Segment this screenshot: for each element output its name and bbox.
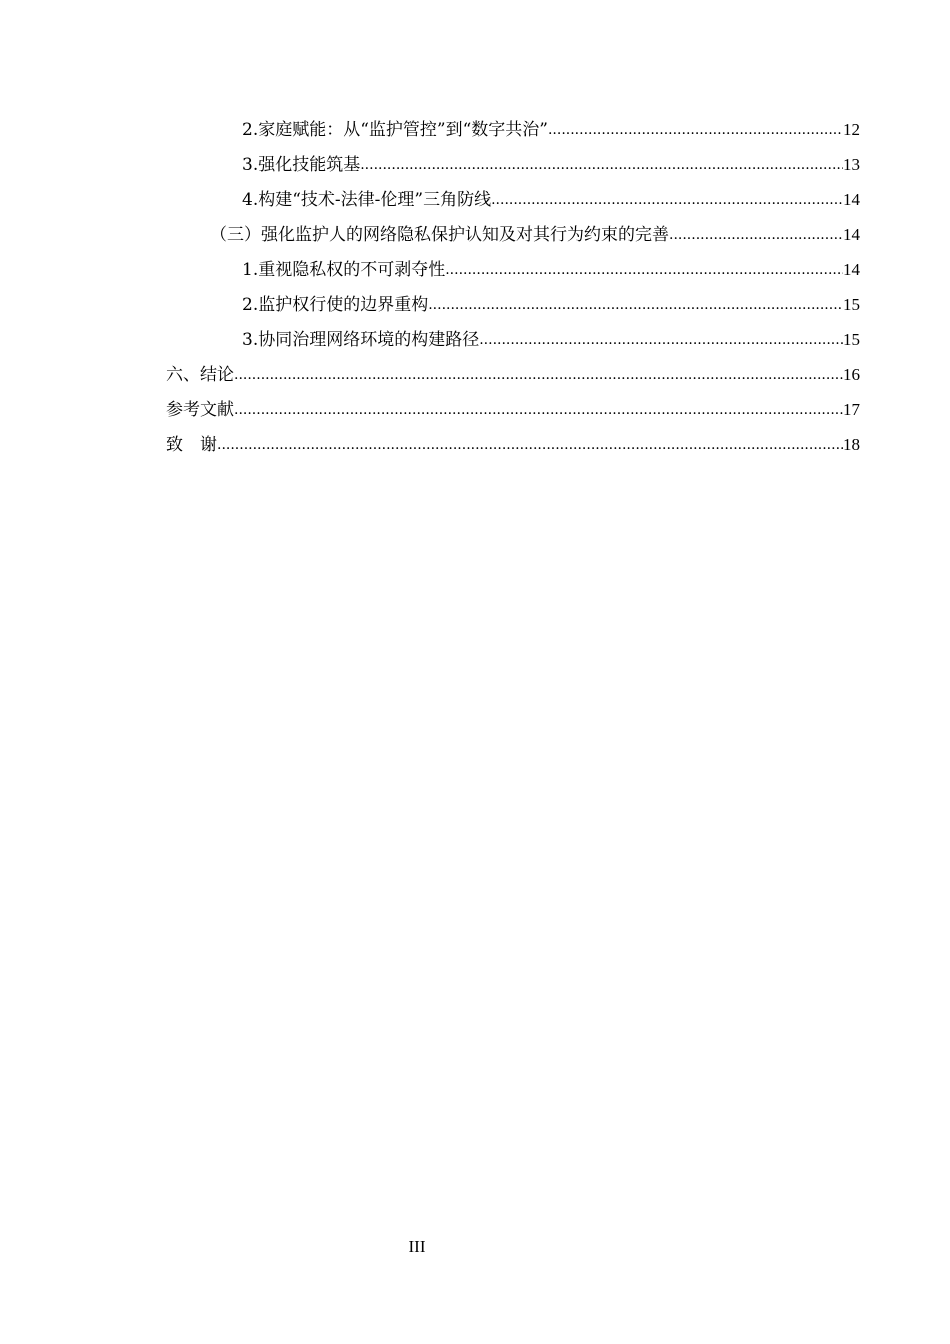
toc-entry-leader — [428, 293, 843, 320]
toc-entry-page: 17 — [843, 400, 860, 419]
page-number-footer: III — [408, 1237, 426, 1256]
toc-entry-leader — [445, 258, 843, 285]
toc-entry-title: （三）强化监护人的网络隐私保护认知及对其行为约束的完善 — [210, 225, 669, 245]
toc-entry-page: 15 — [843, 330, 860, 349]
toc-entry-title: 致 谢 — [166, 435, 217, 455]
toc-entry-title: 3.强化技能筑基 — [242, 155, 361, 175]
toc-entry-leader — [360, 153, 843, 180]
toc-entry-leader — [217, 433, 843, 460]
toc-entry[interactable] — [0, 320, 950, 355]
toc-entry-page: 14 — [843, 225, 860, 244]
toc-entry[interactable] — [0, 390, 950, 425]
toc-entry-leader — [669, 223, 843, 250]
table-of-contents — [0, 110, 950, 460]
toc-entry-title: 2.家庭赋能：从“监护管控”到“数字共治” — [242, 120, 548, 140]
toc-entry[interactable] — [0, 110, 950, 145]
toc-entry[interactable] — [0, 355, 950, 390]
toc-entry-page: 12 — [843, 120, 860, 139]
toc-entry-page: 14 — [843, 190, 860, 209]
toc-entry-page: 18 — [843, 435, 860, 454]
toc-entry-leader — [234, 398, 843, 425]
toc-entry-leader — [234, 363, 843, 390]
toc-entry-page: 13 — [843, 155, 860, 174]
toc-entry-page: 14 — [843, 260, 860, 279]
toc-entry-leader — [479, 328, 843, 355]
toc-entry-title: 2.监护权行使的边界重构 — [242, 295, 429, 315]
toc-entry-page: 15 — [843, 295, 860, 314]
toc-entry-leader — [491, 188, 843, 215]
toc-entry-page: 16 — [843, 365, 860, 384]
toc-entry[interactable] — [0, 250, 950, 285]
toc-entry-title: 3.协同治理网络环境的构建路径 — [242, 330, 480, 350]
toc-entry[interactable] — [0, 215, 950, 250]
toc-entry-title: 六、结论 — [166, 365, 234, 385]
toc-entry-title: 参考文献 — [166, 400, 234, 420]
toc-entry-title: 4.构建“技术-法律-伦理”三角防线 — [242, 190, 492, 210]
toc-entry-title: 1.重视隐私权的不可剥夺性 — [242, 260, 446, 280]
toc-entry-leader — [548, 118, 843, 145]
toc-entry[interactable] — [0, 180, 950, 215]
toc-entry[interactable] — [0, 425, 950, 460]
toc-entry[interactable] — [0, 145, 950, 180]
toc-entry[interactable] — [0, 285, 950, 320]
